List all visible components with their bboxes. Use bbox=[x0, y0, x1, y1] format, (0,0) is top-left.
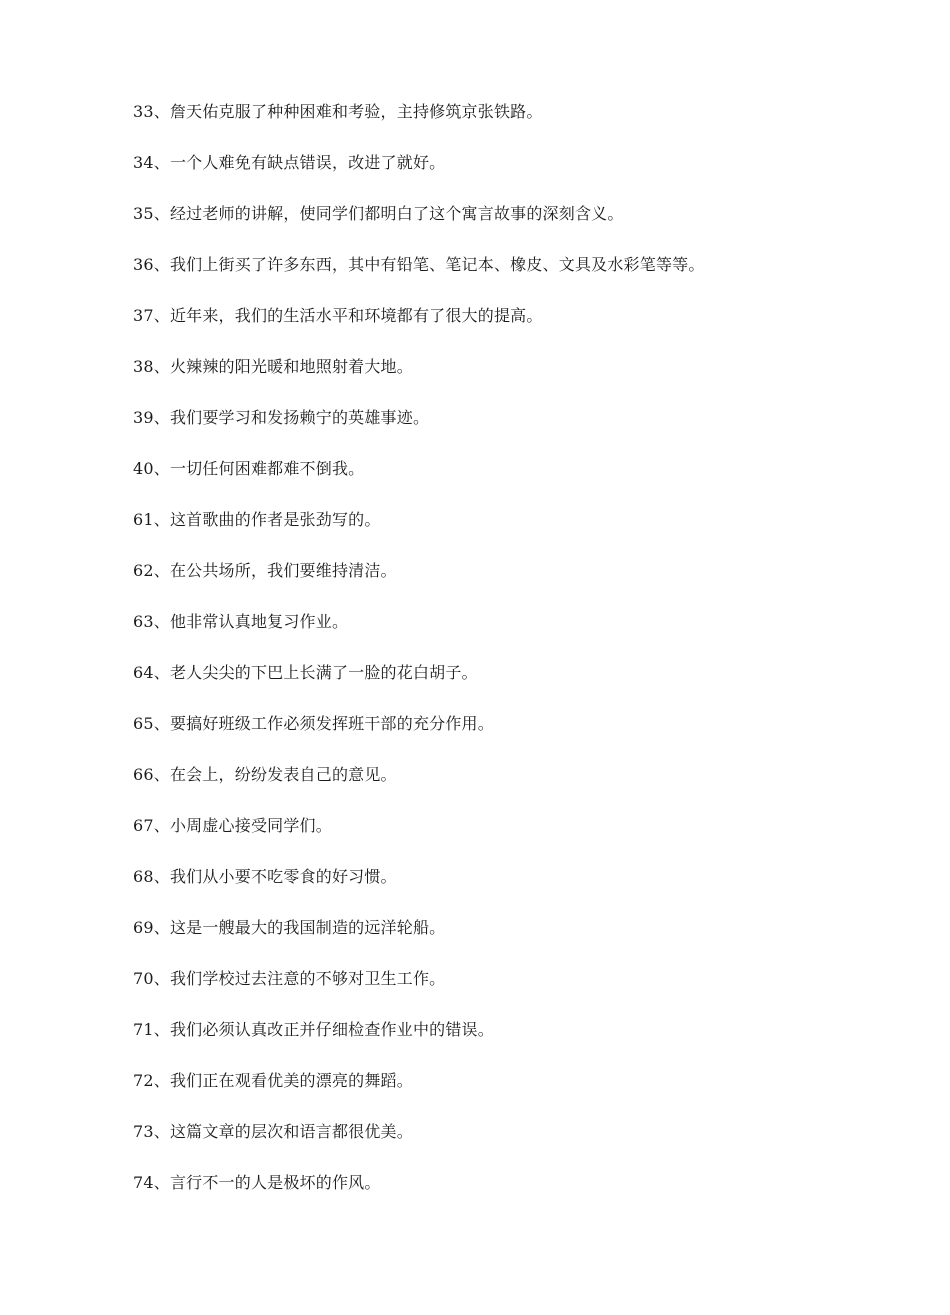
sentence-item: 70、我们学校过去注意的不够对卫生工作。 bbox=[133, 969, 446, 988]
sentence-item: 69、这是一艘最大的我国制造的远洋轮船。 bbox=[133, 918, 446, 937]
sentence-list bbox=[133, 100, 913, 1222]
sentence-item: 39、我们要学习和发扬赖宁的英雄事迹。 bbox=[133, 408, 430, 427]
sentence-item: 61、这首歌曲的作者是张劲写的。 bbox=[133, 510, 381, 529]
sentence-item: 73、这篇文章的层次和语言都很优美。 bbox=[133, 1122, 413, 1141]
sentence-item: 62、在公共场所，我们要维持清洁。 bbox=[133, 561, 397, 580]
sentence-item: 37、近年来，我们的生活水平和环境都有了很大的提高。 bbox=[133, 306, 543, 325]
sentence-item: 35、经过老师的讲解，使同学们都明白了这个寓言故事的深刻含义。 bbox=[133, 204, 624, 223]
sentence-item: 40、一切任何困难都难不倒我。 bbox=[133, 459, 365, 478]
sentence-item: 63、他非常认真地复习作业。 bbox=[133, 612, 349, 631]
sentence-item: 38、火辣辣的阳光暖和地照射着大地。 bbox=[133, 357, 413, 376]
sentence-item: 65、要搞好班级工作必须发挥班干部的充分作用。 bbox=[133, 714, 494, 733]
sentence-item: 72、我们正在观看优美的漂亮的舞蹈。 bbox=[133, 1071, 413, 1090]
sentence-item: 64、老人尖尖的下巴上长满了一脸的花白胡子。 bbox=[133, 663, 478, 682]
sentence-item: 68、我们从小要不吃零食的好习惯。 bbox=[133, 867, 397, 886]
sentence-item: 36、我们上街买了许多东西，其中有铅笔、笔记本、橡皮、文具及水彩笔等等。 bbox=[133, 255, 705, 274]
sentence-item: 33、詹天佑克服了种种困难和考验，主持修筑京张铁路。 bbox=[133, 102, 543, 121]
sentence-item: 74、言行不一的人是极坏的作风。 bbox=[133, 1173, 381, 1192]
sentence-item: 34、一个人难免有缺点错误，改进了就好。 bbox=[133, 153, 446, 172]
sentence-item: 66、在会上，纷纷发表自己的意见。 bbox=[133, 765, 397, 784]
sentence-item: 71、我们必须认真改正并仔细检查作业中的错误。 bbox=[133, 1020, 494, 1039]
sentence-item: 67、小周虚心接受同学们。 bbox=[133, 816, 332, 835]
